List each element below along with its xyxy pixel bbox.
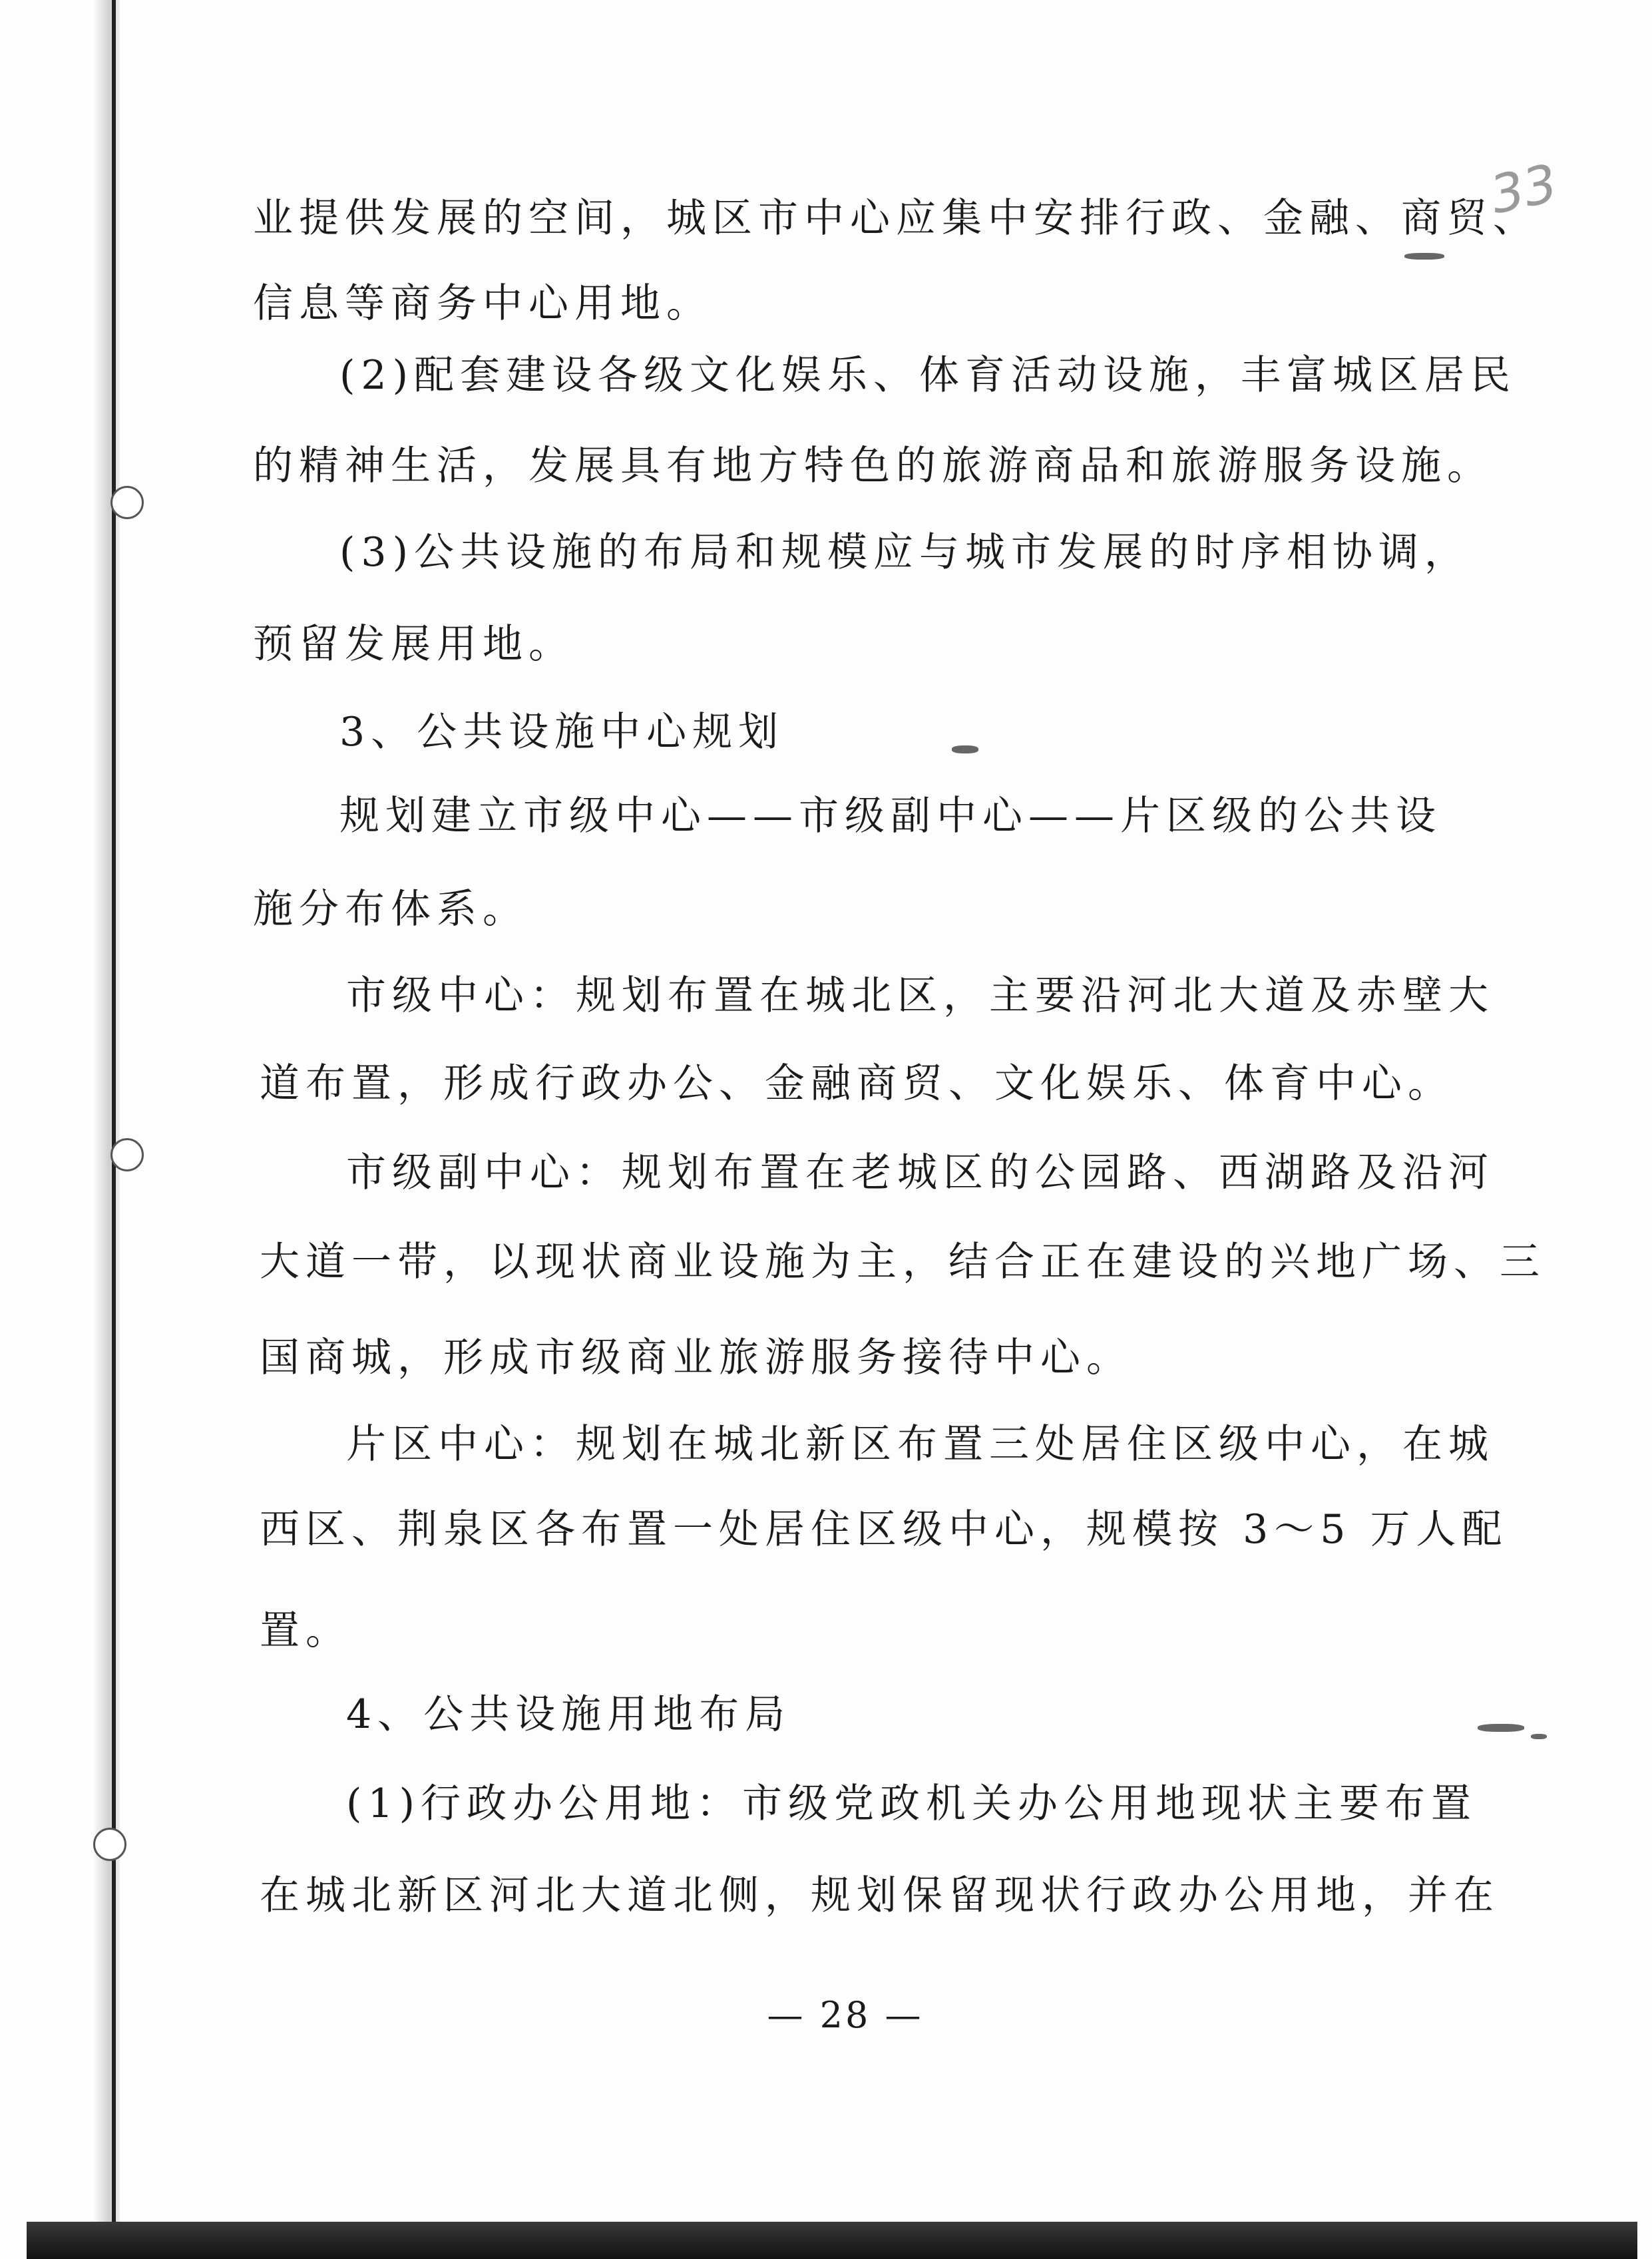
page-number: — 28 —	[767, 1994, 924, 2036]
text-line: (2)配套建设各级文化娱乐、体育活动设施，丰富城区居民	[339, 352, 1516, 399]
binding-shadow	[93, 0, 120, 2259]
ink-smudge	[1404, 253, 1444, 260]
binding-edge	[112, 0, 116, 2259]
section-heading: 3、公共设施中心规划	[339, 709, 785, 755]
punch-hole	[93, 1828, 126, 1861]
text-line: 片区中心：规划在城北新区布置三处居住区级中心，在城	[346, 1421, 1494, 1468]
text-line: (3)公共设施的布局和规模应与城市发展的时序相协调，	[339, 529, 1470, 576]
text-line: 施分布体系。	[253, 886, 528, 932]
punch-hole	[110, 486, 144, 519]
scan-bottom-edge	[27, 2222, 1637, 2259]
text-line: 大道一带，以现状商业设施为主，结合正在建设的兴地广场、三	[260, 1239, 1546, 1285]
handwritten-page-mark: 33	[1485, 153, 1563, 226]
text-line: 信息等商务中心用地。	[253, 280, 712, 327]
section-heading: 4、公共设施用地布局	[346, 1691, 791, 1738]
text-line: 在城北新区河北大道北侧，规划保留现状行政办公用地，并在	[260, 1872, 1500, 1919]
text-line: 预留发展用地。	[253, 621, 574, 668]
text-line: 业提供发展的空间，城区市中心应集中安排行政、金融、商贸、	[253, 195, 1539, 242]
punch-hole	[110, 1138, 144, 1171]
ink-smudge	[1531, 1734, 1547, 1739]
text-line: 西区、荆泉区各布置一处居住区级中心，规模按 3～5 万人配	[260, 1506, 1508, 1553]
text-line: 规划建立市级中心——市级副中心——片区级的公共设	[339, 793, 1442, 839]
text-line: 道布置，形成行政办公、金融商贸、文化娱乐、体育中心。	[260, 1060, 1454, 1107]
text-line: 置。	[260, 1607, 351, 1654]
text-line: 国商城，形成市级商业旅游服务接待中心。	[260, 1335, 1132, 1381]
text-line: 的精神生活，发展具有地方特色的旅游商品和旅游服务设施。	[253, 443, 1493, 489]
text-line: 市级副中心：规划布置在老城区的公园路、西湖路及沿河	[346, 1149, 1494, 1196]
text-line: (1)行政办公用地：市级党政机关办公用地现状主要布置	[346, 1780, 1477, 1827]
text-line: 市级中心：规划布置在城北区，主要沿河北大道及赤壁大	[346, 972, 1494, 1019]
